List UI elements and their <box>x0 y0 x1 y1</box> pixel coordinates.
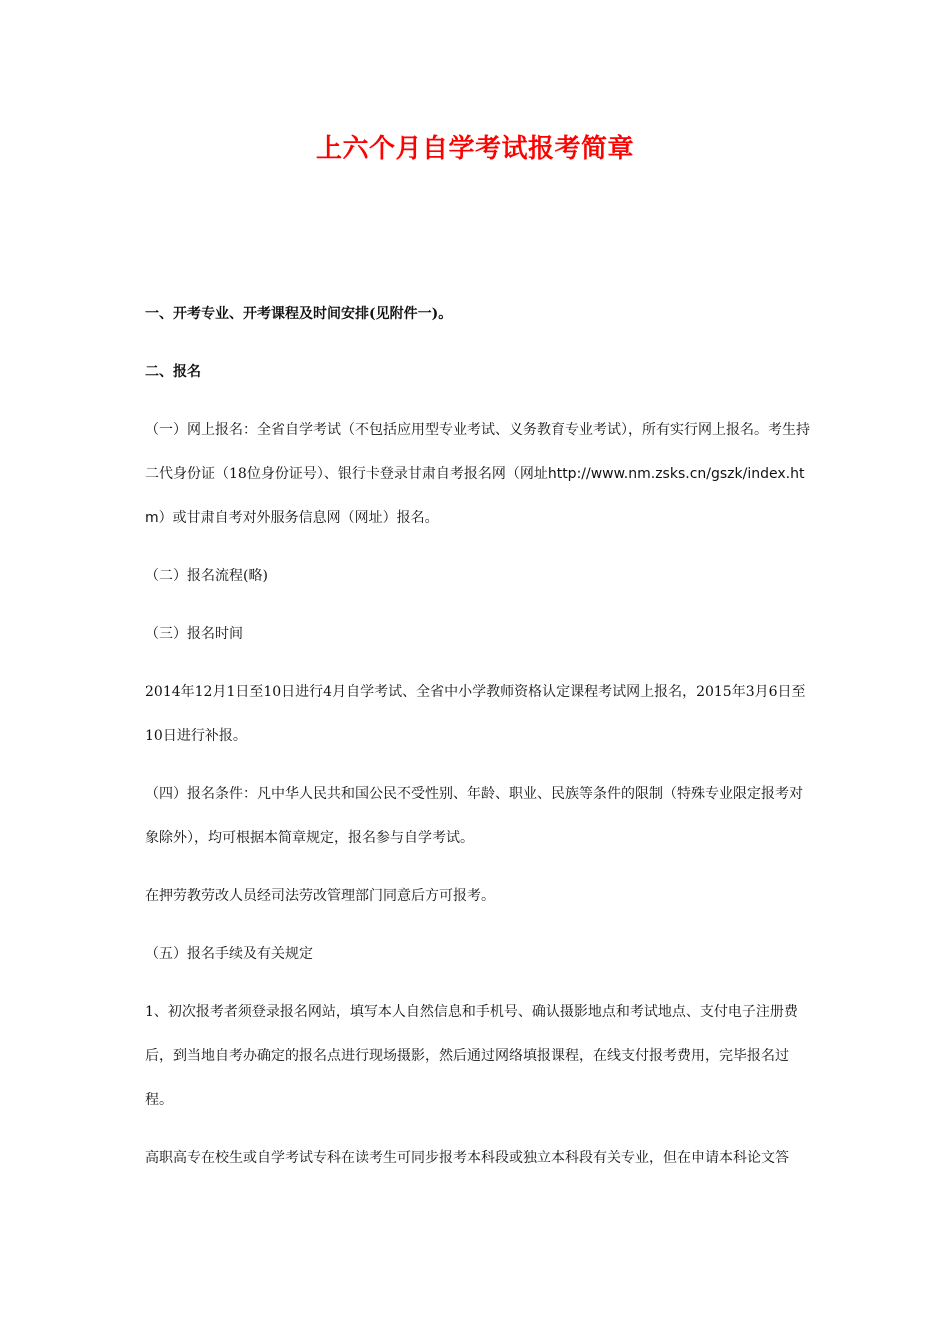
document-title: 上六个月自学考试报考简章 <box>315 134 634 164</box>
document-body <box>145 292 810 1180</box>
registration-procedures-heading: （五）报名手续及有关规定 <box>145 946 313 962</box>
registration-time-heading: （三）报名时间 <box>145 626 243 642</box>
registration-process-paragraph: （二）报名流程(略) <box>145 568 268 584</box>
college-students-paragraph: 高职高专在校生或自学考试专科在读考生可同步报考本科段或独立本科段有关专业，但在申请本科论文答 <box>145 1150 789 1166</box>
online-registration-text-2: ）或甘肃自考对外服务信息网（网址）报名。 <box>158 510 439 526</box>
registration-time-detail: 2014年12月1日至10日进行4月自学考试、全省中小学教师资格认定课程考试网上报名，2015年3月6日至10日进行补报。 <box>145 684 806 744</box>
section-2-heading: 二、报名 <box>145 364 201 380</box>
registration-website-url: http://www.nm.zsks.cn/gszk/index.htm <box>145 466 805 526</box>
online-registration-text-1: （一）网上报名：全省自学考试（不包括应用型专业考试、义务教育专业考试），所有实行网上报名。考生持二代身份证（18位身份证号）、银行卡登录甘肃自考报名网（网址 <box>145 422 810 482</box>
first-time-applicants-paragraph: 1、初次报考者须登录报名网站，填写本人自然信息和手机号、确认摄影地点和考试地点、支付电子注册费后，到当地自考办确定的报名点进行现场摄影，然后通过网络填报课程，在线支付报考费用，完毕报名过程。 <box>145 1004 798 1108</box>
section-1-heading: 一、开考专业、开考课程及时间安排(见附件一)。 <box>145 306 453 322</box>
online-registration-paragraph <box>145 408 810 540</box>
detained-persons-paragraph: 在押劳教劳改人员经司法劳改管理部门同意后方可报考。 <box>145 888 495 904</box>
registration-conditions-paragraph: （四）报名条件：凡中华人民共和国公民不受性别、年龄、职业、民族等条件的限制（特殊专业限定报考对象除外），均可根据本简章规定，报名参与自学考试。 <box>145 786 803 846</box>
